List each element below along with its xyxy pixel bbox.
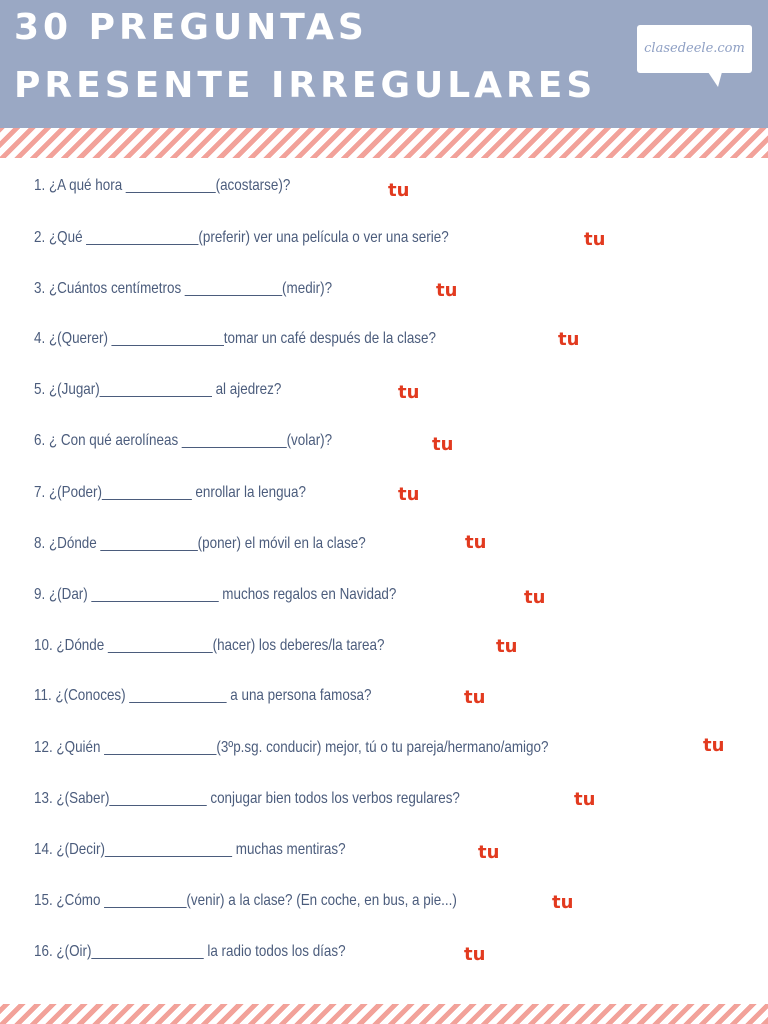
question-8: 8. ¿Dónde _____________(poner) el móvil en la clase? [34, 535, 366, 552]
question-1-tu: tu [388, 180, 410, 201]
question-3-tu: tu [436, 280, 458, 301]
question-2-tu: tu [584, 229, 606, 250]
question-11: 11. ¿(Conoces) _____________ a una persona famosa? [34, 687, 372, 704]
question-1: 1. ¿A qué hora ____________(acostarse)? [34, 177, 291, 194]
question-11-tu: tu [464, 687, 486, 708]
question-4: 4. ¿(Querer) _______________tomar un café después de la clase? [34, 330, 436, 347]
question-3: 3. ¿Cuántos centímetros _____________(medir)? [34, 280, 333, 297]
question-9: 9. ¿(Dar) _________________ muchos regalos en Navidad? [34, 586, 397, 603]
logo-text: clasedeele.com [644, 41, 745, 56]
question-16: 16. ¿(Oir)_______________ la radio todos los días? [34, 943, 346, 960]
question-8-tu: tu [465, 532, 487, 553]
question-16-tu: tu [464, 944, 486, 965]
question-6-tu: tu [432, 434, 454, 455]
question-6: 6. ¿ Con qué aerolíneas ______________(volar)? [34, 432, 333, 449]
question-7: 7. ¿(Poder)____________ enrollar la lengua? [34, 484, 306, 501]
page-title-line-2: PRESENTE IRREGULARES [14, 65, 597, 106]
question-2: 2. ¿Qué _______________(preferir) ver una película o ver una serie? [34, 229, 449, 246]
question-12: 12. ¿Quién _______________(3ºp.sg. conducir) mejor, tú o tu pareja/hermano/amigo? [34, 739, 549, 756]
question-15-tu: tu [552, 892, 574, 913]
question-13: 13. ¿(Saber)_____________ conjugar bien todos los verbos regulares? [34, 790, 460, 807]
question-10: 10. ¿Dónde ______________(hacer) los deberes/la tarea? [34, 637, 385, 654]
question-12-tu: tu [703, 735, 725, 756]
page-title-line-1: 30 PREGUNTAS [14, 7, 368, 48]
question-15: 15. ¿Cómo ___________(venir) a la clase? (En coche, en bus, a pie...) [34, 892, 457, 909]
question-5: 5. ¿(Jugar)_______________ al ajedrez? [34, 381, 282, 398]
question-10-tu: tu [496, 636, 518, 657]
question-4-tu: tu [558, 329, 580, 350]
question-5-tu: tu [398, 382, 420, 403]
question-13-tu: tu [574, 789, 596, 810]
question-14-tu: tu [478, 842, 500, 863]
question-14: 14. ¿(Decir)_________________ muchas mentiras? [34, 841, 346, 858]
question-7-tu: tu [398, 484, 420, 505]
bottom-stripe-divider [0, 1004, 768, 1024]
question-9-tu: tu [524, 587, 546, 608]
